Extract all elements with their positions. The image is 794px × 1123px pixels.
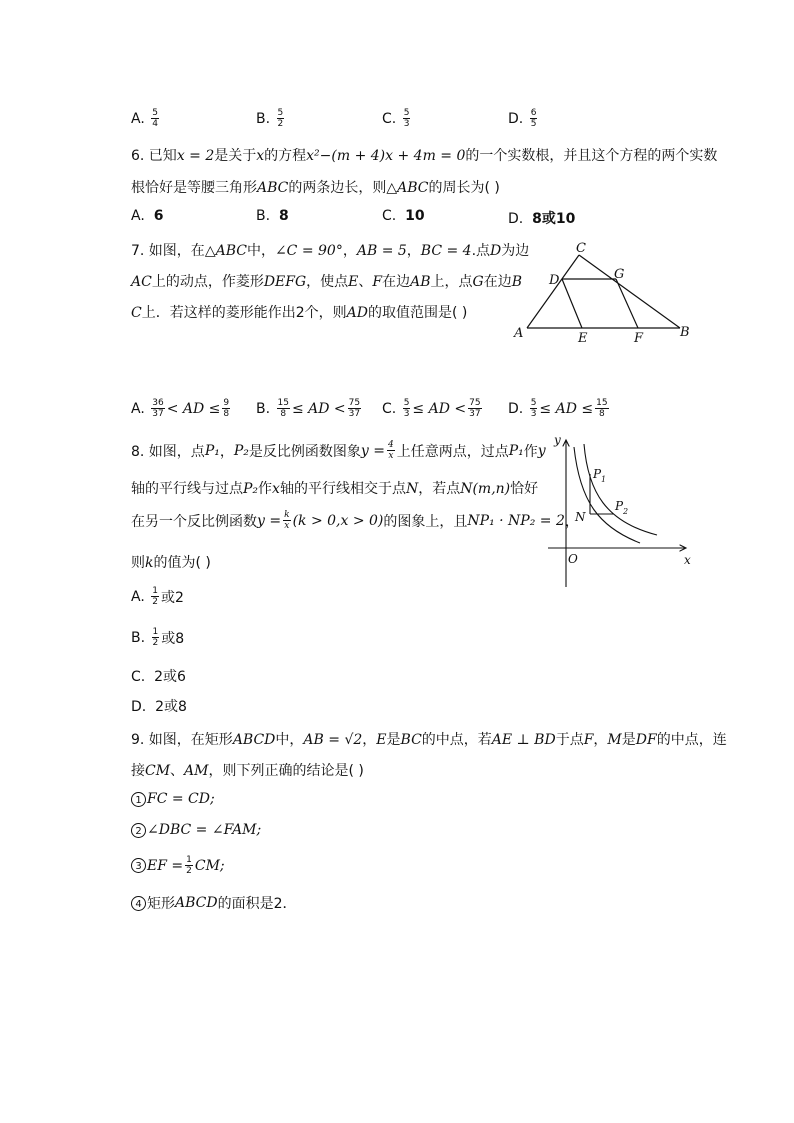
circled-number: 4 — [131, 896, 146, 911]
q5-option-b: B. $\frac{5}{2}$ — [256, 108, 284, 129]
q7-line-2: AC上的动点，作菱形DEFG，使点E、F在边AB上，点G在边B — [131, 274, 523, 290]
fraction: $\frac{5}{3}$ — [403, 108, 410, 129]
label-n: N — [575, 510, 586, 524]
circled-number: 2 — [131, 823, 146, 838]
q7-triangle-figure — [510, 238, 700, 348]
label-p2-sub: 2 — [623, 507, 629, 516]
q7-option-a: A. $\frac{36}{37}$ < AD ≤ $\frac{9}{8}$ — [131, 398, 230, 419]
q8-line-1: 8. 如图，点 P₁ ， P₂ 是反比例函数图象 y = $\frac{4}{x}$ 上任意两点，过点 P₁ 作 y — [131, 440, 546, 461]
q8-line-2: 轴的平行线与过点P₂作x轴的平行线相交于点N，若点N(m,n)恰好 — [131, 481, 539, 497]
q6-option-a: A. 6 — [131, 208, 164, 224]
q6-option-d: D. 8或10 — [508, 211, 576, 227]
label-b: B — [680, 325, 690, 340]
q8-line-4: 则k的值为( ) — [131, 555, 211, 571]
q9-line-1: 9. 如图，在矩形ABCD中，AB = √2，E是BC的中点，若AE ⊥ BD于点F，M是DF的中点，连 — [131, 732, 727, 748]
q9-statement-2: 2 ∠DBC = ∠FAM; — [131, 822, 261, 838]
q7-option-c: C. $\frac{5}{3}$ ≤ AD < $\frac{75}{37}$ — [382, 398, 481, 419]
q9-line-2: 接CM、AM，则下列正确的结论是( ) — [131, 763, 364, 779]
q8-graph-figure — [544, 432, 694, 592]
label-p2: P — [615, 499, 624, 513]
q8-option-c: C. 2或6 — [131, 669, 186, 685]
q9-statement-1: 1 FC = CD; — [131, 791, 215, 807]
label-p1: P — [593, 467, 602, 481]
q9-statement-3: 3 EF = $\frac{1}{2}$ CM; — [131, 855, 225, 876]
q7-option-b: B. $\frac{15}{8}$ ≤ AD < $\frac{75}{37}$ — [256, 398, 361, 419]
q8-option-b: B. $\frac{1}{2}$ 或8 — [131, 627, 185, 648]
q7-option-d: D. $\frac{5}{3}$ ≤ AD ≤ $\frac{15}{8}$ — [508, 398, 608, 419]
q5-option-d: D. $\frac{6}{5}$ — [508, 108, 537, 129]
fraction: $\frac{5}{2}$ — [277, 108, 284, 129]
curve-k — [574, 447, 640, 543]
q8-option-d: D. 2或8 — [131, 699, 187, 715]
label-x: x — [684, 553, 691, 567]
label-d: D — [549, 273, 560, 288]
q6-line-1: 6. 已知x = 2是关于x的方程x²−(m + 4)x + 4m = 0的一个实数根，并且这个方程的两个实数 — [131, 148, 718, 164]
label-e: E — [578, 331, 588, 346]
q6-line-2: 根恰好是等腰三角形ABC的两条边长，则△ABC的周长为( ) — [131, 180, 500, 196]
q8-line-3: 在另一个反比例函数 y = $\frac{k}{x}$ (k > 0,x > 0) 的图象上，且 NP₁ · NP₂ = 2 ， — [131, 510, 579, 531]
q7-line-1: 7. 如图，在△ABC中，∠C = 90°，AB = 5，BC = 4.点D为边 — [131, 243, 530, 259]
label-a: A — [514, 326, 524, 341]
label-o: O — [568, 552, 578, 566]
side-ac — [527, 255, 579, 328]
curve-4-over-x — [584, 444, 657, 535]
label-p1-sub: 1 — [601, 475, 607, 484]
q6-option-b: B. 8 — [256, 208, 289, 224]
circled-number: 3 — [131, 858, 146, 873]
circled-number: 1 — [131, 792, 146, 807]
q7-line-3: C上．若这样的菱形能作出2个，则AD的取值范围是( ) — [131, 305, 468, 321]
label-c: C — [576, 241, 586, 256]
side-de — [562, 279, 582, 328]
q5-option-c: C. $\frac{5}{3}$ — [382, 108, 410, 129]
q6-option-c: C. 10 — [382, 208, 425, 224]
side-cb — [579, 255, 680, 328]
side-gf — [616, 279, 638, 328]
q5-option-a: A. $\frac{5}{4}$ — [131, 108, 158, 129]
fraction: $\frac{5}{4}$ — [152, 108, 158, 129]
fraction: $\frac{6}{5}$ — [530, 108, 537, 129]
q9-statement-4: 4 矩形 ABCD 的面积是2． — [131, 893, 297, 913]
label-y: y — [554, 433, 561, 447]
label-f: F — [634, 331, 644, 346]
label-g: G — [614, 267, 625, 282]
q8-option-a: A. $\frac{1}{2}$ 或2 — [131, 586, 184, 607]
